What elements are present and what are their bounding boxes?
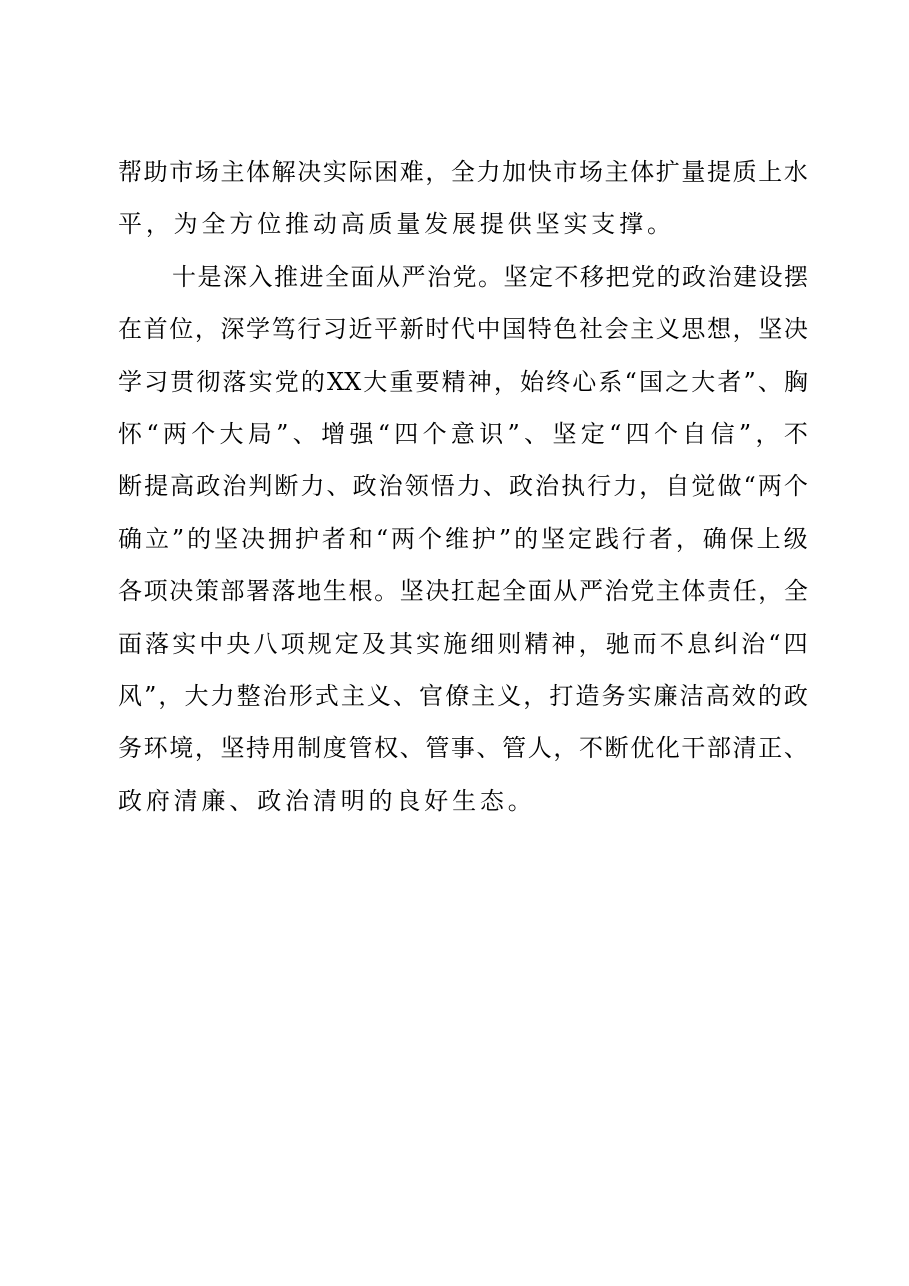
text-line: 风 ” ， 大 力 整 治 形 式 主 义 、 官 僚 主 义 ， 打 造 务 实 廉 洁 高 效 的 政	[118, 681, 808, 710]
text-line: 平，为全方位推动高质量发展提供坚实支撑。	[118, 210, 675, 239]
text-line: 面 落 实 中 央 八 项 规 定 及 其 实 施 细 则 精 神 ， 驰 而 不 息 纠 治 “ 四	[118, 629, 808, 658]
text-line: 学 习 贯 彻 落 实 党 的 XX 大 重 要 精 神 ， 始 终 心 系 “ 国 之 大 者 ” 、 胸	[118, 367, 808, 396]
text-line: 在 首 位 ， 深 学 笃 行 习 近 平 新 时 代 中 国 特 色 社 会 主 义 思 想 ， 坚 决	[118, 315, 808, 344]
text-line: 确 立 ” 的 坚 决 拥 护 者 和 “ 两 个 维 护 ” 的 坚 定 践 行 者 ， 确 保 上 级	[118, 524, 808, 553]
text-line: 怀 “ 两 个 大 局 ” 、 增 强 “ 四 个 意 识 ” 、 坚 定 “ 四 个 自 信 ” ， 不	[118, 419, 808, 448]
text-line: 帮 助 市 场 主 体 解 决 实 际 困 难 ， 全 力 加 快 市 场 主 体 扩 量 提 质 上 水	[118, 158, 808, 186]
text-line: 各 项 决 策 部 署 落 地 生 根 。 坚 决 扛 起 全 面 从 严 治 党 主 体 责 任 ， 全	[118, 577, 808, 606]
text-line: 十 是 深 入 推 进 全 面 从 严 治 党 。 坚 定 不 移 把 党 的 政 治 建 设 摆	[172, 262, 808, 291]
text-line: 政府清廉、政治清明的良好生态。	[118, 786, 536, 815]
text-line: 断 提 高 政 治 判 断 力 、 政 治 领 悟 力 、 政 治 执 行 力 ， 自 觉 做 “ 两 个	[118, 472, 808, 501]
text-line: 务 环 境 ， 坚 持 用 制 度 管 权 、 管 事 、 管 人 ， 不 断 优 化 干 部 清 正 、	[118, 734, 808, 763]
document-body	[118, 146, 808, 827]
